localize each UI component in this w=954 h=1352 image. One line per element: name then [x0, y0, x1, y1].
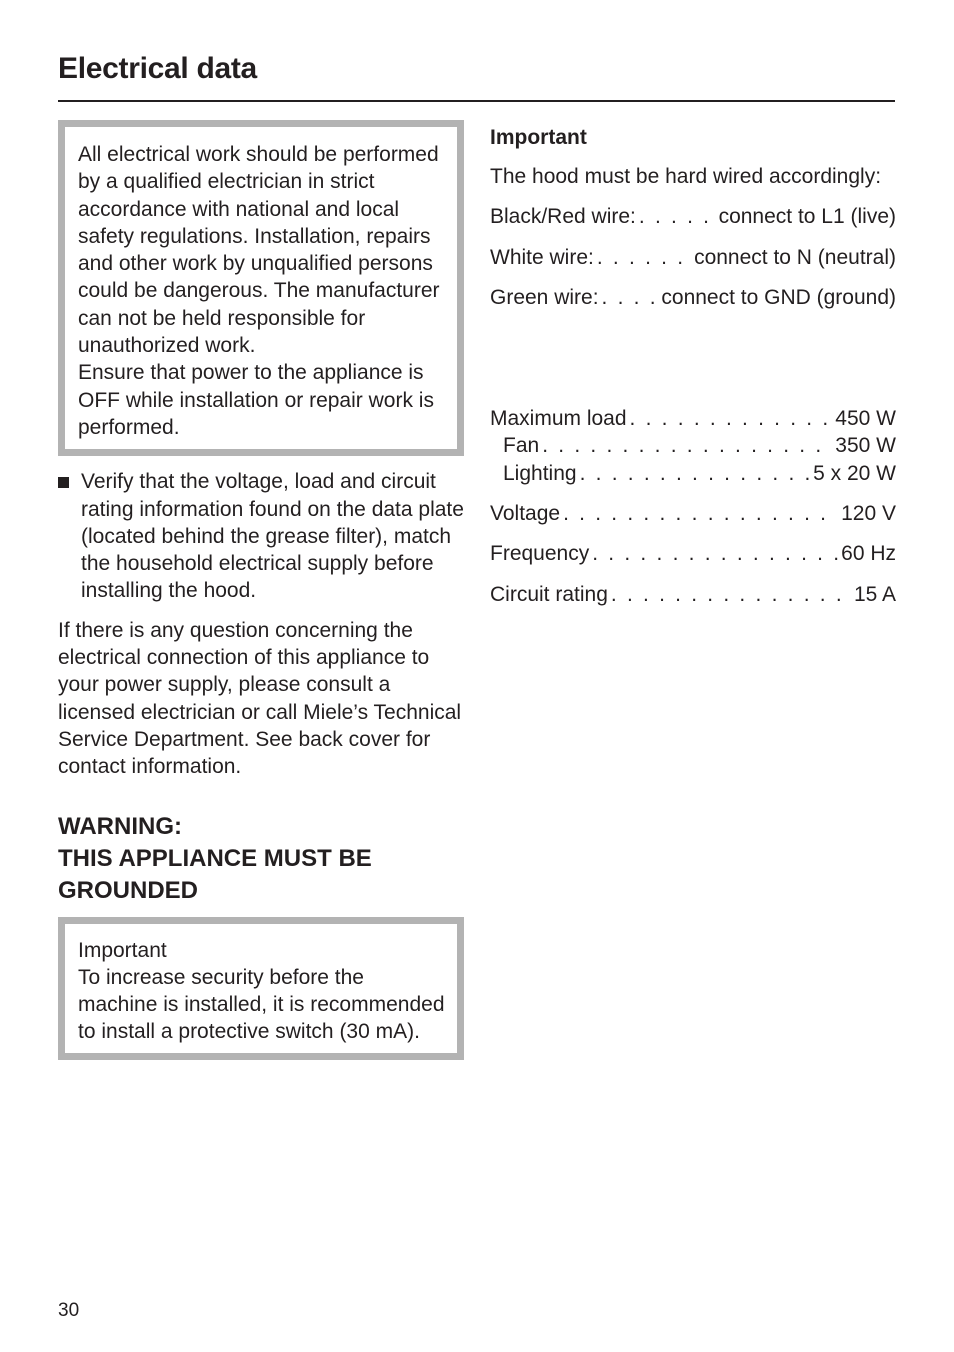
- spec-label: Frequency: [490, 542, 590, 566]
- spec-value: 60 Hz: [841, 542, 896, 566]
- safety-warning-text: All electrical work should be performed by a qualified electrician in strict accordance with national and local safety regulations. Installation, repairs and other work by unqualified persons could be dangerous. The manufacturer can not be held responsible for unauthorized work.: [78, 143, 440, 358]
- spec-label: Circuit rating: [490, 582, 608, 606]
- spec-label: Fan: [503, 434, 540, 458]
- spec-label: Voltage: [490, 502, 561, 526]
- protective-switch-box: [58, 917, 464, 1060]
- spec-value: 15 A: [853, 582, 896, 606]
- page-number: 30: [58, 1300, 80, 1321]
- right-column: [490, 120, 896, 608]
- wire-value: connect to L1 (live): [718, 205, 896, 229]
- wire-row-green: [490, 284, 896, 311]
- wire-value: connect to N (neutral): [694, 245, 896, 269]
- spec-label: Lighting: [503, 461, 577, 485]
- hard-wired-intro: The hood must be hard wired accordingly:: [490, 165, 882, 188]
- leader-dots: [602, 284, 659, 311]
- verify-bullet: [58, 468, 464, 604]
- leader-dots: [597, 244, 691, 271]
- grounding-warning-heading: [58, 811, 464, 907]
- left-column: [58, 120, 464, 1060]
- spec-row-frequency: [490, 540, 896, 567]
- wire-row-white: [490, 244, 896, 271]
- protective-switch-text: To increase security before the machine is installed, it is recommended to install a protective switch (30 mA).: [78, 965, 445, 1044]
- spec-row-fan: [490, 432, 896, 459]
- wire-value: connect to GND (ground): [661, 285, 896, 309]
- wire-row-black-red: [490, 203, 896, 230]
- warning-line-3: GROUNDED: [58, 876, 199, 904]
- leader-dots: [639, 203, 716, 230]
- spec-row-lighting: [490, 460, 896, 487]
- verify-bullet-text: Verify that the voltage, load and circuit rating information found on the data plate (located behind the grease filter), match the household electrical supply before installing the hood.: [81, 470, 464, 603]
- leader-dots: [611, 581, 851, 608]
- safety-warning-box: [58, 120, 464, 456]
- wire-label: White wire:: [490, 245, 594, 269]
- leader-dots: [542, 432, 832, 459]
- leader-dots: [580, 460, 811, 487]
- protective-switch-heading: Important: [78, 938, 167, 962]
- leader-dots: [563, 500, 838, 527]
- spec-value: 450 W: [835, 407, 896, 431]
- wire-label: Green wire:: [490, 285, 599, 309]
- page-title: Electrical data: [58, 52, 257, 85]
- power-off-text: Ensure that power to the appliance is OFF while installation or repair work is performed.: [78, 361, 434, 439]
- spec-value: 5 x 20 W: [813, 461, 896, 485]
- question-paragraph: If there is any question concerning the electrical connection of this appliance to your power supply, please consult a licensed electrician or call Miele’s Technical Service Department. See back cover for contact information.: [58, 618, 462, 779]
- spec-row-max-load: [490, 405, 896, 432]
- wire-label: Black/Red wire:: [490, 205, 636, 229]
- warning-line-1: WARNING:: [58, 812, 182, 840]
- important-heading: Important: [490, 126, 587, 149]
- spec-row-circuit-rating: [490, 581, 896, 608]
- warning-line-2: THIS APPLIANCE MUST BE: [58, 844, 372, 872]
- leader-dots: [630, 405, 833, 432]
- spec-value: 350 W: [835, 434, 896, 458]
- title-rule: [58, 100, 895, 102]
- spec-value: 120 V: [841, 502, 896, 526]
- bullet-square-icon: [58, 477, 69, 488]
- spec-row-voltage: [490, 500, 896, 527]
- spec-label: Maximum load: [490, 407, 627, 431]
- leader-dots: [592, 540, 838, 567]
